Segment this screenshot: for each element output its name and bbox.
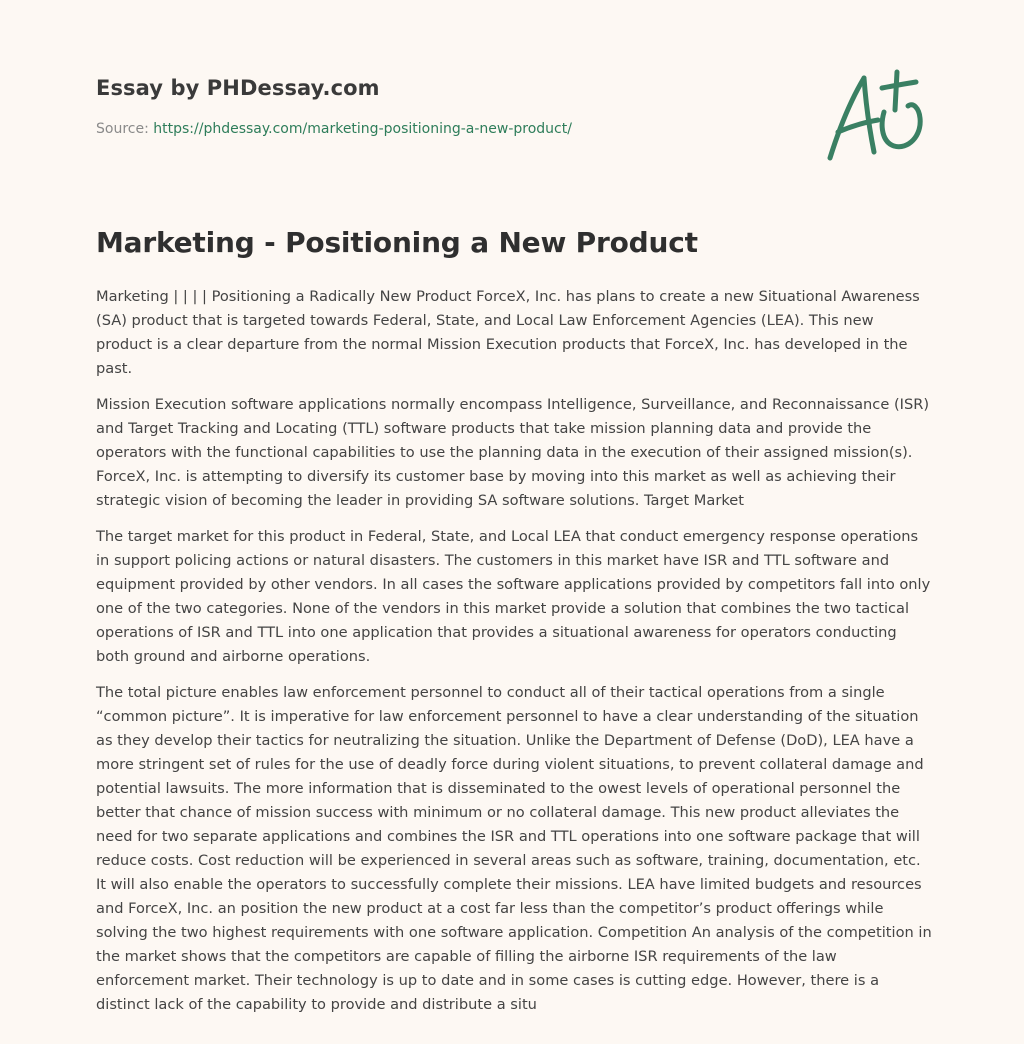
essay-paragraph: The total picture enables law enforcement personnel to conduct all of their tactical operations from a single “common picture”. It is imperative for law enforcement personnel to have a clear understanding of the situation as they develop their tactics for neutralizing the situation. Unlike the Department of Defense (DoD), LEA have a more stringent set of rules for the use of deadly force during violent situations, to prevent collateral damage and potential lawsuits. The more information that is disseminated to the owest levels of operational personnel the better that chance of mission success with minimum or no collateral damage. This new product alleviates the need for two separate applications and combines the ISR and TTL operations into one software package that will reduce costs. Cost reduction will be experienced in several areas such as software, training, documentation, etc. It will also enable the operators to successfully complete their missions. LEA have limited budgets and resources and ForceX, Inc. an position the new product at a cost far less than the competitor’s product offerings while solving the two highest requirements with one software application. Competition An analysis of the competition in the market shows that the competitors are capable of filling the airborne ISR requirements of the law enforcement market. Their technology is up to date and in some cases is cutting edge. However, there is a distinct lack of the capability to provide and distribute a situ — [96, 684, 932, 1013]
essay-paragraph: Mission Execution software applications normally encompass Intelligence, Surveillance, and Reconnaissance (ISR) and Target Tracking and Locating (TTL) software products that take mission planning data and provide the operators with the functional capabilities to use the planning data in the execution of their assigned mission(s). ForceX, Inc. is attempting to diversify its customer base by moving into this market as well as achieving their strategic vision of becoming the leader in providing SA software solutions. Target Market — [96, 396, 930, 509]
source-line — [96, 121, 796, 137]
a-plus-logo-icon — [820, 66, 930, 166]
essay-title: Marketing - Positioning a New Product — [96, 226, 698, 259]
source-label: Source: — [96, 121, 154, 137]
site-brand: Essay by PHDessay.com — [96, 76, 380, 100]
source-link[interactable]: https://phdessay.com/marketing-positioning-a-new-product/ — [153, 121, 572, 137]
essay-paragraph: Marketing | | | | Positioning a Radically New Product ForceX, Inc. has plans to create a new Situational Awareness (SA) product that is targeted towards Federal, State, and Local Law Enforcement Agencies (LEA). This new product is a clear departure from the normal Mission Execution products that ForceX, Inc. has developed in the past. — [96, 288, 920, 377]
essay-paragraph: The target market for this product in Federal, State, and Local LEA that conduct emergency response operations in support policing actions or natural disasters. The customers in this market have ISR and TTL software and equipment provided by other vendors. In all cases the software applications provided by competitors fall into only one of the two categories. None of the vendors in this market provide a solution that combines the two tactical operations of ISR and TTL into one application that provides a situational awareness for operators conducting both ground and airborne operations. — [96, 528, 931, 665]
essay-body — [96, 285, 934, 1029]
page-header — [96, 76, 796, 137]
